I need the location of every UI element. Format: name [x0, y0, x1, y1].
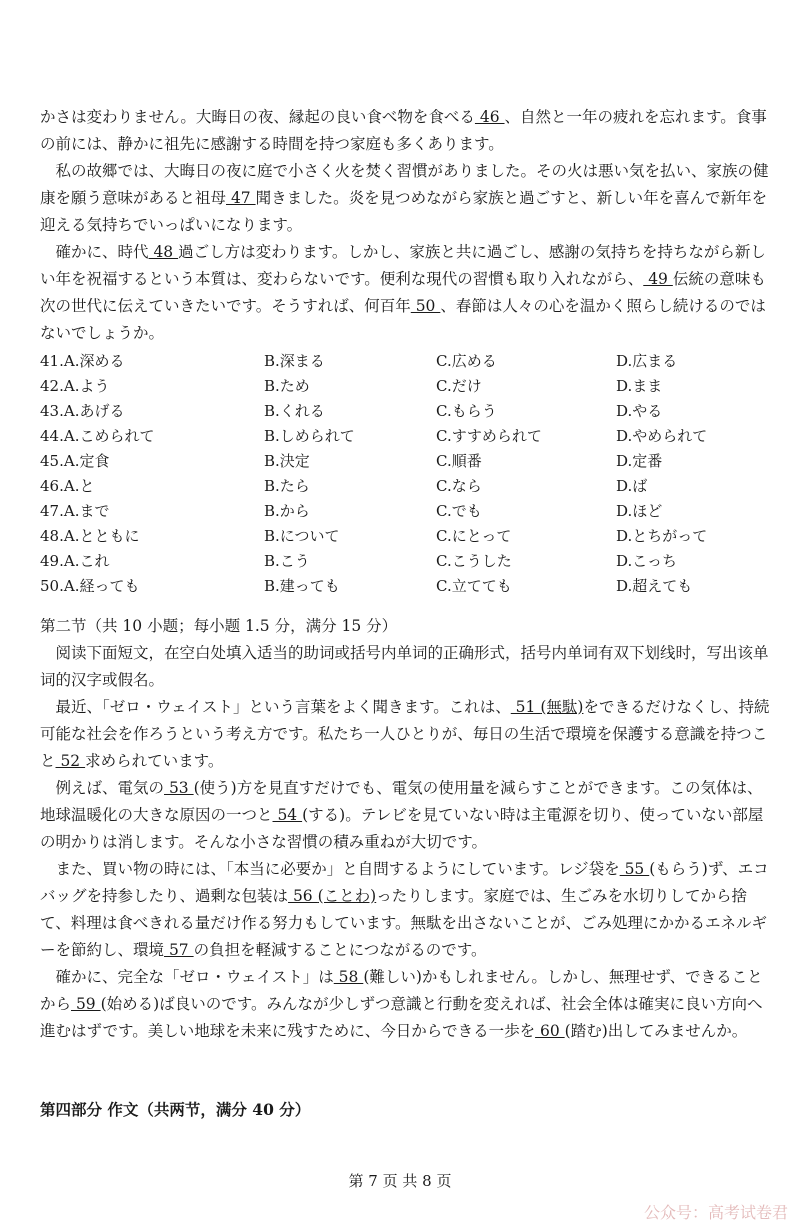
option-row-48: [40, 524, 770, 549]
option-d: D.広まる: [616, 352, 678, 370]
option-a: 47.A.まで: [40, 502, 110, 520]
option-c: C.でも: [436, 502, 482, 520]
part-4-heading: 第四部分 作文（共两节，满分 40 分）: [40, 1100, 311, 1119]
section-2: [40, 613, 770, 1045]
option-row-42: [40, 374, 770, 399]
option-d: D.ば: [616, 477, 648, 495]
blank-50: 50: [410, 297, 441, 315]
option-a: 41.A.深める: [40, 352, 125, 370]
option-c: C.広める: [436, 352, 497, 370]
option-row-47: [40, 499, 770, 524]
section-instruction: 阅读下面短文，在空白处填入适当的助词或括号内单词的正确形式，括号内单词有双下划线时，写出该单词的汉字或假名。: [40, 644, 769, 689]
blank-60: 60: [535, 1022, 565, 1040]
answer-options: [40, 349, 770, 599]
option-d: D.定番: [616, 452, 663, 470]
option-d: D.ほど: [616, 502, 663, 520]
option-row-45: [40, 449, 770, 474]
option-c: C.こうした: [436, 552, 512, 570]
blank-57: 57: [164, 941, 194, 959]
page-number: 第 7 页 共 8 页: [348, 1172, 452, 1190]
option-b: B.たら: [264, 477, 310, 495]
option-b: B.決定: [264, 452, 310, 470]
option-row-50: [40, 574, 770, 599]
blank-54: 54: [272, 806, 303, 824]
blank-58: 58: [333, 968, 364, 986]
option-d: D.やる: [616, 402, 663, 420]
blank-52: 52: [55, 752, 86, 770]
option-a: 45.A.定食: [40, 452, 110, 470]
option-b: B.から: [264, 502, 310, 520]
option-a: 44.A.こめられて: [40, 427, 155, 445]
option-row-49: [40, 549, 770, 574]
option-a: 42.A.よう: [40, 377, 110, 395]
option-a: 48.A.とともに: [40, 527, 140, 545]
blank-48: 48: [148, 243, 179, 261]
section-heading: 第二节（共 10 小题；每小题 1.5 分，满分 15 分）: [40, 617, 398, 635]
paragraph: かさは変わりません。大晦日の夜、縁起の良い食べ物を食べる 46 、自然と一年の疲れを忘れます。食事の前には、静かに祖先に感謝する時間を持つ家庭も多くあります。: [40, 108, 767, 153]
option-b: B.くれる: [264, 402, 325, 420]
paragraph: 確かに、時代 48 過ごし方は変わります。しかし、家族と共に過ごし、感謝の気持ちを持ちながら新しい年を祝福するという本質は、変わらないです。便利な現代の習慣も取り入れながら、 49 伝統の意味も次の世代に伝えていきたいです。そうすれば、何百年 50 、春節は人々の心を温かく照らし続けるのではないでしょうか。: [40, 243, 766, 342]
paragraph: 私の故郷では、大晦日の夜に庭で小さく火を焚く習慣がありました。その火は悪い気を払い、家族の健康を願う意味があると祖母 47 聞きました。炎を見つめながら家族と過ごすと、新しい年を喜んで新年を迎える気持ちでいっぱいになります。: [40, 162, 769, 234]
blank-56: 56: [288, 887, 318, 905]
option-c: C.順番: [436, 452, 482, 470]
option-c: C.なら: [436, 477, 482, 495]
blank-47: 47: [226, 189, 256, 207]
option-d: D.こっち: [616, 552, 677, 570]
blank-51: 51: [510, 698, 541, 716]
paragraph: 確かに、完全な「ゼロ・ウェイスト」は 58 (難しい)かもしれません。しかし、無理せず、できることから 59 (始める)ば良いのです。みんなが少しずつ意識と行動を変えれば、社会全体は確実に良い方向へ進むはずです。美しい地球を未来に残すために、今日からできる一歩を 60 (踏む)出してみませんか。: [40, 968, 763, 1040]
option-a: 46.A.と: [40, 477, 95, 495]
option-d: D.超えても: [616, 577, 693, 595]
blank-59: 59: [71, 995, 101, 1013]
option-row-41: [40, 349, 770, 374]
blank-55: 55: [619, 860, 650, 878]
option-b: B.ため: [264, 377, 310, 395]
watermark: 公众号：高考试卷君: [643, 1203, 788, 1222]
option-row-43: [40, 399, 770, 424]
blank-53: 53: [164, 779, 194, 797]
option-b: B.深まる: [264, 352, 325, 370]
paragraph: 最近、「ゼロ・ウェイスト」という言葉をよく聞きます。これは、 51 (無駄)をできるだけなくし、持続可能な社会を作ろうという考え方です。私たち一人ひとりが、毎日の生活で環境を保護する意識を持つこと 52 求められています。: [40, 698, 770, 770]
option-d: D.やめられて: [616, 427, 708, 445]
option-b: B.について: [264, 527, 340, 545]
option-c: C.にとって: [436, 527, 512, 545]
exam-page: [40, 104, 770, 1045]
option-a: 49.A.これ: [40, 552, 110, 570]
option-b: B.建っても: [264, 577, 340, 595]
paragraph: また、買い物の時には、「本当に必要か」と自問するようにしています。レジ袋を 55 (もらう)ず、エコバッグを持参したり、過剰な包装は 56 (ことわ)ったりします。家庭では、生ごみを水切りしてから捨て、料理は食べきれる量だけ作る努力もしています。無駄を出さないことが、ごみ処理にかかるエネルギーを節約し、環境 57 の負担を軽減することにつながるのです。: [40, 860, 769, 959]
option-d: D.とちがって: [616, 527, 708, 545]
underlined-word: (ことわ): [317, 887, 377, 905]
option-c: C.だけ: [436, 377, 482, 395]
blank-49: 49: [643, 270, 673, 288]
option-c: C.もらう: [436, 402, 497, 420]
option-a: 43.A.あげる: [40, 402, 125, 420]
option-d: D.まま: [616, 377, 663, 395]
option-b: B.こう: [264, 552, 310, 570]
option-c: C.すすめられて: [436, 427, 542, 445]
passage-1: [40, 104, 770, 347]
option-c: C.立てても: [436, 577, 512, 595]
option-row-44: [40, 424, 770, 449]
option-b: B.しめられて: [264, 427, 355, 445]
option-a: 50.A.経っても: [40, 577, 140, 595]
blank-46: 46: [474, 108, 505, 126]
paragraph: 例えば、電気の 53 (使う)方を見直すだけでも、電気の使用量を減らすことができます。この気体は、地球温暖化の大きな原因の一つと 54 (する)。テレビを見ていない時は主電源を切り、使っていない部屋の明かりは消します。そんな小さな習慣の積み重ねが大切です。: [40, 779, 764, 851]
underlined-word: (無駄): [540, 698, 584, 716]
option-row-46: [40, 474, 770, 499]
